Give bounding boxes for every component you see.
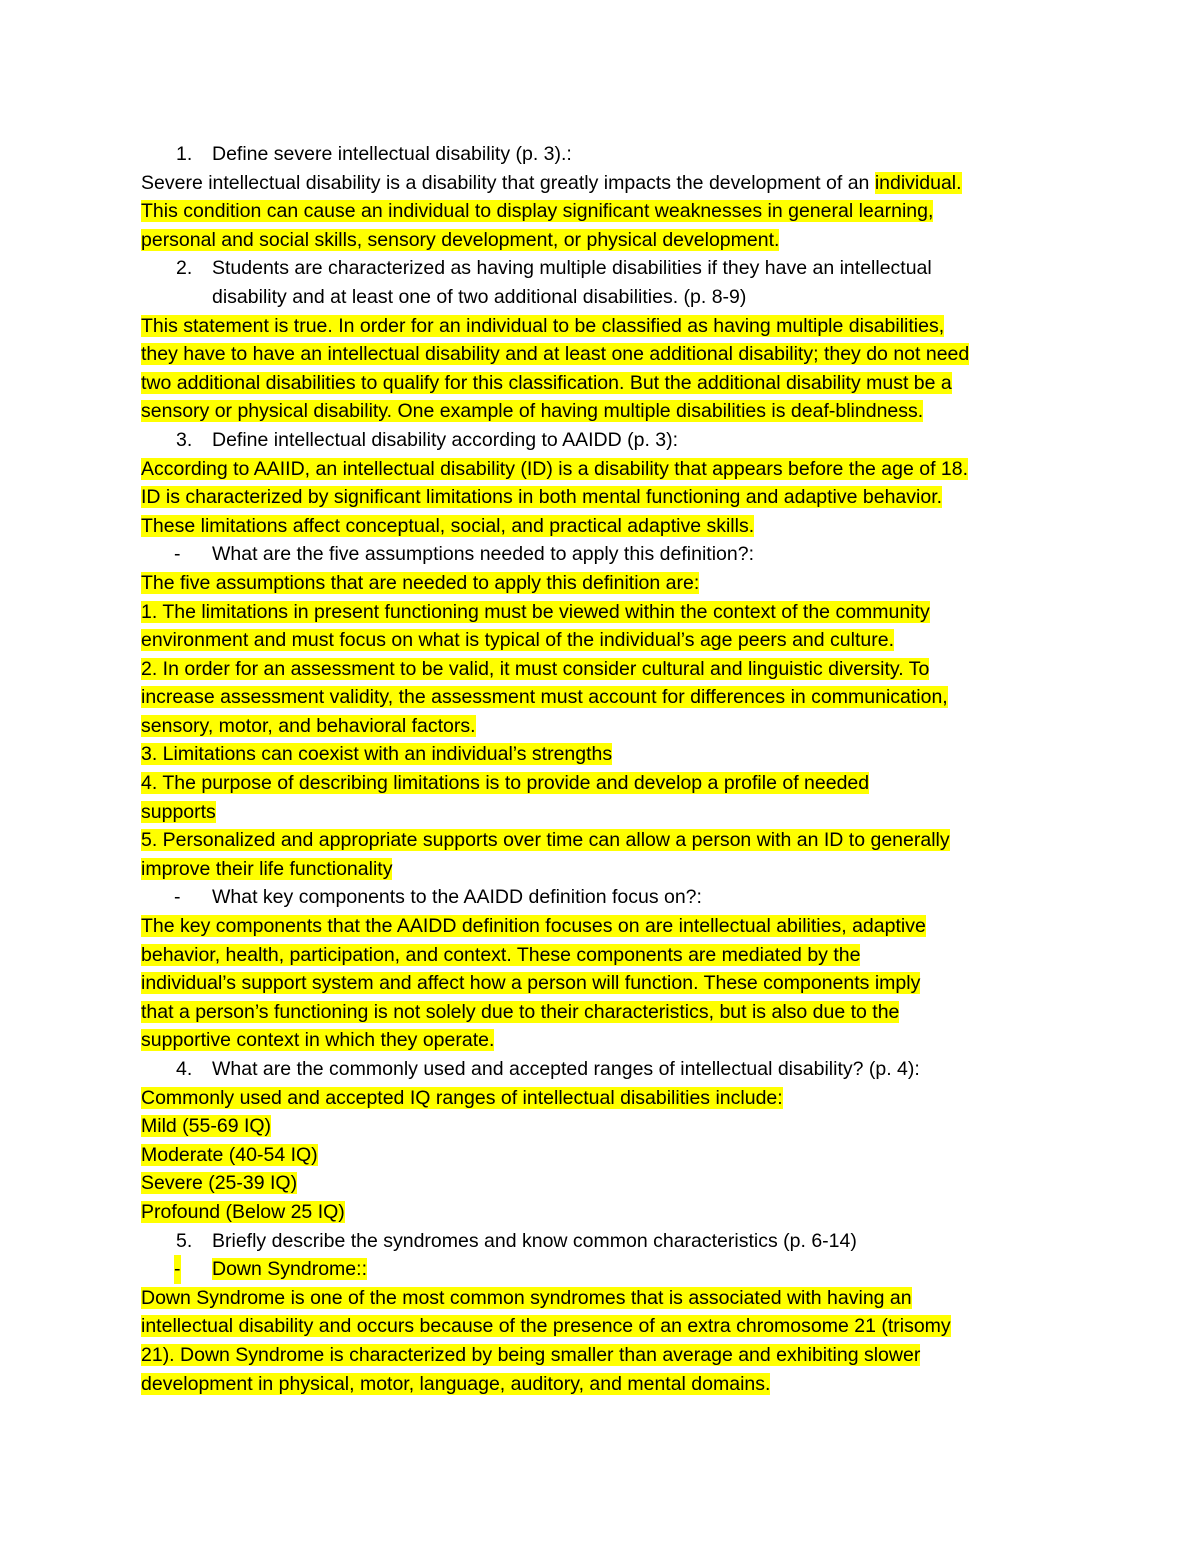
highlighted-text: supportive context in which they operate. (141, 1029, 495, 1052)
sub-question-key-components (141, 883, 1066, 912)
highlighted-text: that a person’s functioning is not solely due to their characteristics, but is also due to the (141, 1000, 900, 1023)
highlighted-text: This statement is true. In order for an individual to be classified as having multiple disabilities, (141, 314, 945, 337)
answer-line (141, 941, 1066, 970)
highlighted-text: 2. In order for an assessment to be valid, it must consider cultural and linguistic diversity. To (141, 657, 930, 680)
highlighted-text: Severe (25-39 IQ) (141, 1172, 298, 1195)
answer-line (141, 340, 1066, 369)
highlighted-text: individual’s support system and affect how a person will function. These components imply (141, 972, 921, 995)
highlighted-text: This condition can cause an individual to display significant weaknesses in general learning, (141, 200, 934, 223)
question-continuation (141, 283, 1066, 312)
answer-line (141, 912, 1066, 941)
question-text: What are the five assumptions needed to apply this definition?: (212, 543, 754, 566)
question-text: Students are characterized as having multiple disabilities if they have an intellectual (212, 257, 932, 280)
answer-line (141, 312, 1066, 341)
sub-question-down-syndrome (141, 1255, 1066, 1284)
answer-line (141, 169, 1066, 198)
question-text: disability and at least one of two additional disabilities. (p. 8-9) (212, 285, 747, 308)
question-text: What are the commonly used and accepted ranges of intellectual disability? (p. 4): (212, 1058, 920, 1080)
answer-line (141, 483, 1066, 512)
dash-marker: - (174, 886, 181, 909)
answer-line (141, 512, 1066, 541)
highlighted-text: 21). Down Syndrome is characterized by being smaller than average and exhibiting slower (141, 1343, 921, 1366)
list-number: 1. (176, 143, 193, 165)
answer-line (141, 712, 1066, 741)
answer-line (141, 969, 1066, 998)
highlighted-text: Moderate (40-54 IQ) (141, 1143, 318, 1166)
question-text: What key components to the AAIDD definition focus on?: (212, 886, 702, 909)
list-number: 4. (176, 1058, 193, 1080)
answer-line (141, 1141, 1066, 1170)
list-number: 5. (176, 1229, 193, 1252)
answer-line (141, 998, 1066, 1027)
highlighted-text: environment and must focus on what is typical of the individual’s age peers and culture. (141, 629, 894, 652)
answer-line (141, 226, 1066, 255)
document-page (141, 140, 1066, 1398)
answer-line (141, 1312, 1066, 1341)
highlighted-text: These limitations affect conceptual, social, and practical adaptive skills. (141, 514, 755, 537)
answer-line (141, 798, 1066, 827)
highlighted-text: Profound (Below 25 IQ) (141, 1200, 345, 1223)
answer-line (141, 1169, 1066, 1198)
highlighted-text: behavior, health, participation, and context. These components are mediated by the (141, 943, 861, 966)
highlighted-text: ID is characterized by significant limitations in both mental functioning and adaptive behavior. (141, 486, 943, 509)
highlighted-text: Commonly used and accepted IQ ranges of intellectual disabilities include: (141, 1086, 783, 1109)
highlighted-text: personal and social skills, sensory development, or physical development. (141, 228, 780, 251)
answer-line (141, 569, 1066, 598)
highlighted-text: supports (141, 800, 216, 823)
question-5 (141, 1227, 1066, 1256)
highlighted-text: 1. The limitations in present functioning must be viewed within the context of the community (141, 600, 930, 623)
highlighted-text: The key components that the AAIDD definition focuses on are intellectual abilities, adaptive (141, 915, 926, 938)
highlighted-text: development in physical, motor, language, auditory, and mental domains. (141, 1372, 771, 1395)
question-2 (141, 254, 1066, 283)
answer-line (141, 397, 1066, 426)
highlighted-text: 5. Personalized and appropriate supports over time can allow a person with an ID to generally (141, 829, 950, 852)
dash-marker: - (174, 1255, 181, 1284)
answer-line (141, 626, 1066, 655)
question-4 (141, 1055, 1066, 1084)
highlighted-text: individual. (874, 171, 962, 194)
list-number: 2. (176, 257, 193, 280)
answer-line (141, 455, 1066, 484)
highlighted-text: According to AAIID, an intellectual disability (ID) is a disability that appears before the age of 18. (141, 457, 969, 480)
answer-line (141, 769, 1066, 798)
question-text: Define severe intellectual disability (p. 3).: (212, 143, 572, 165)
answer-line (141, 1370, 1066, 1399)
highlighted-text: increase assessment validity, the assessment must account for differences in communication, (141, 686, 948, 709)
answer-line (141, 855, 1066, 884)
highlighted-text: Down Syndrome:: (212, 1258, 367, 1281)
answer-line (141, 1112, 1066, 1141)
answer-line (141, 598, 1066, 627)
highlighted-text: intellectual disability and occurs because of the presence of an extra chromosome 21 (trisomy (141, 1315, 951, 1338)
question-3 (141, 426, 1066, 455)
highlighted-text: Mild (55-69 IQ) (141, 1115, 272, 1138)
answer-text: Severe intellectual disability is a disability that greatly impacts the development of an (141, 171, 875, 194)
list-number: 3. (176, 428, 193, 451)
highlighted-text: improve their life functionality (141, 857, 393, 880)
question-text: Define intellectual disability according to AAIDD (p. 3): (212, 428, 679, 451)
highlighted-text: sensory or physical disability. One example of having multiple disabilities is deaf-blindness. (141, 400, 924, 423)
highlighted-text: Down Syndrome is one of the most common syndromes that is associated with having an (141, 1286, 912, 1309)
answer-line (141, 1284, 1066, 1313)
highlighted-text: The five assumptions that are needed to apply this definition are: (141, 571, 700, 594)
answer-line (141, 369, 1066, 398)
sub-question-assumptions (141, 540, 1066, 569)
question-text: Briefly describe the syndromes and know common characteristics (p. 6-14) (212, 1229, 857, 1252)
highlighted-text: 4. The purpose of describing limitations is to provide and develop a profile of needed (141, 772, 870, 795)
question-1 (141, 140, 1066, 169)
highlighted-text: sensory, motor, and behavioral factors. (141, 714, 476, 737)
answer-line (141, 1198, 1066, 1227)
answer-line (141, 683, 1066, 712)
highlighted-text: they have to have an intellectual disability and at least one additional disability; they do not need (141, 343, 970, 366)
answer-line (141, 655, 1066, 684)
answer-line (141, 1026, 1066, 1055)
highlighted-text: two additional disabilities to qualify for this classification. But the additional disability must be a (141, 371, 952, 394)
answer-line (141, 1341, 1066, 1370)
answer-line (141, 1084, 1066, 1113)
dash-marker: - (174, 543, 181, 566)
answer-line (141, 826, 1066, 855)
answer-line (141, 740, 1066, 769)
answer-line (141, 197, 1066, 226)
highlighted-text: 3. Limitations can coexist with an individual’s strengths (141, 743, 613, 766)
